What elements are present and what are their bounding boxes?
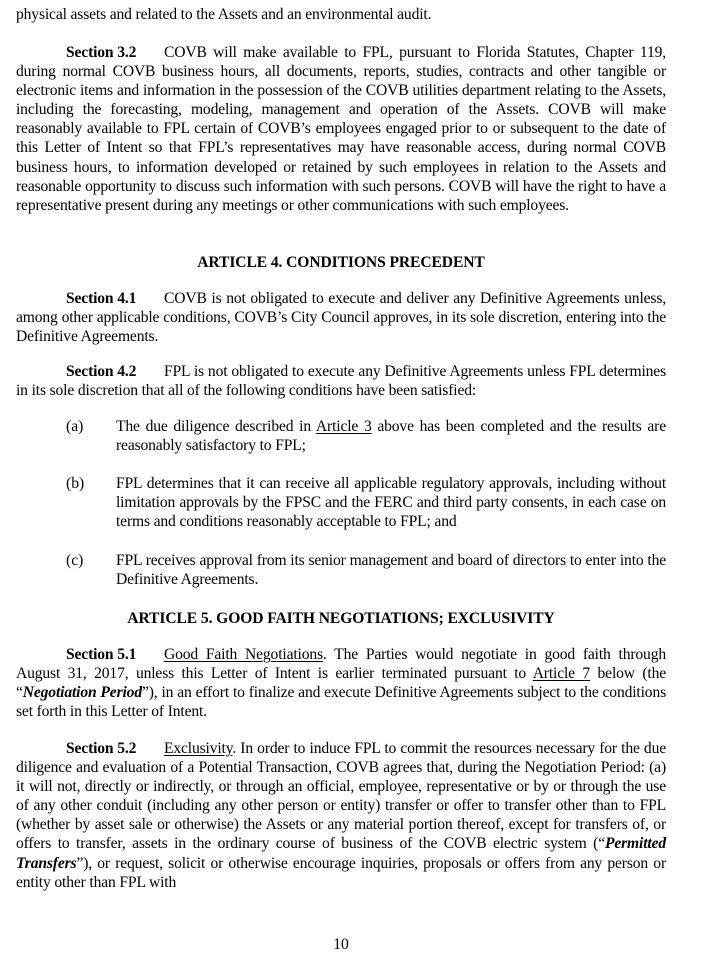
condition-text: FPL receives approval from its senior management and board of directors to enter into the Definitive Agreements. [116,552,666,589]
condition-marker: (a) [66,418,84,435]
condition-text [116,417,666,455]
section-4-1-text: COVB is not obligated to execute and deliver any Definitive Agreements unless, among other applicable conditions, COVB’s City Council approves, in its sole discretion, entering into the Definitive Agreements. [16,290,666,346]
condition-a-text-end: above has been completed and the results are reasonably satisfactory to FPL; [116,418,666,455]
section-5-2-text: ”), or request, solicit or otherwise encourage inquiries, proposals or offers from any person or entity other than FPL with [16,854,666,891]
article-7-reference: Article 7 [532,665,591,683]
section-5-2-paragraph [16,739,666,892]
article-5-heading: ARTICLE 5. GOOD FAITH NEGOTIATIONS; EXCLUSIVITY [127,610,555,627]
section-4-1-paragraph [16,289,666,346]
continuation-paragraph [16,5,666,24]
continuation-text: physical assets and related to the Assets and an environmental audit. [16,6,432,23]
section-5-1-paragraph [16,645,666,721]
defined-term-negotiation-period: Negotiation Period [22,684,142,702]
section-5-1-text: . The Parties would negotiate in good faith through August 31, 2017, unless this Letter of Intent is earlier terminated pursuant to [16,646,666,683]
section-5-2-title: Exclusivity [164,740,233,757]
section-3-2-label: Section 3.2 [66,44,137,61]
condition-a-text-start: The due diligence described in [116,418,316,435]
section-5-2-label: Section 5.2 [66,740,137,757]
section-3-2-text: COVB will make available to FPL, pursuant to Florida Statutes, Chapter 119, during normal COVB business hours, all documents, reports, studies, contracts and other tangible or electronic items and information in the possession of the COVB utilities department relating to the Assets, including the forecasting, modeling, management and operation of the Assets. COVB will make reasonably available to FPL certain of COVB’s employees engaged prior to or subsequent to the date of this Letter of Intent so that FPL’s representatives may have reasonable access, during normal COVB business hours, to information developed or retained by such employees in relation to the Assets and reasonable opportunity to discuss such information with such persons. COVB will have the right to have a representative present during any meetings or other communications with such employees. [16,44,666,214]
article-3-reference: Article 3 [315,418,372,435]
section-5-1-text: ”), in an effort to finalize and execute Definitive Agreements subject to the conditions set forth in this Letter of Intent. [16,684,667,721]
section-4-1-label: Section 4.1 [66,290,137,307]
section-4-2-paragraph [16,362,666,400]
section-5-2-text: . In order to induce FPL to commit the resources necessary for the due diligence and evaluation of a Potential Transaction, COVB agrees that, during the Negotiation Period: (a) it will not, directly or indirectly, or through an official, employee, representative or by or through the use of any other conduit (including any other person or entity) transfer or offer to transfer other than to FPL (whether by asset sale or otherwise) the Assets or any material portion thereof, except for transfers of, or offers to transfer, assets in the ordinary course of business of the COVB electric system (“ [16,740,666,853]
section-4-2-text: FPL is not obligated to execute any Definitive Agreements unless FPL determines in its sole discretion that all of the following conditions have been satisfied: [16,363,666,400]
condition-marker: (b) [66,475,85,492]
section-5-1-label: Section 5.1 [66,646,137,663]
section-5-1-title: Good Faith Negotiations [164,646,323,663]
page-number: 10 [333,936,349,953]
section-4-2-label: Section 4.2 [66,363,137,380]
condition-marker: (c) [66,552,84,569]
defined-term-permitted-transfers: Permitted Transfers [16,835,666,872]
section-3-2-paragraph [16,43,666,215]
section-5-1-text: below (the “ [16,665,667,702]
condition-text: FPL determines that it can receive all applicable regulatory approvals, including without limitation approvals by the FPSC and the FERC and third party consents, in each case on terms and conditions reasonably acceptable to FPL; and [116,475,666,531]
article-4-heading: ARTICLE 4. CONDITIONS PRECEDENT [197,254,485,271]
